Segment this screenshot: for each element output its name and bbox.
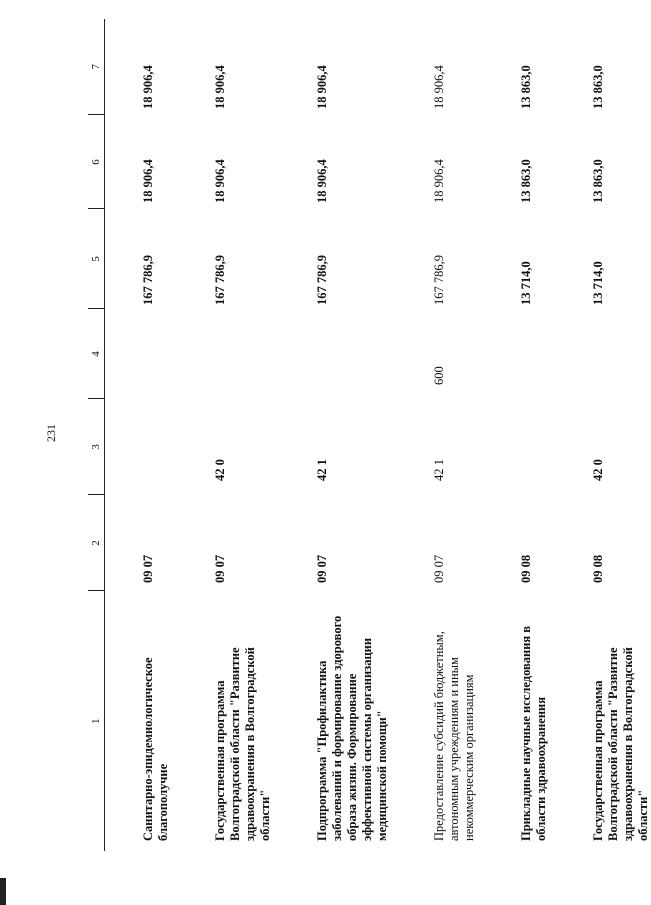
row-value-col7: 18 906,4: [315, 65, 329, 109]
row-program-code: 42 1: [315, 459, 329, 481]
row-value-col5: 13 714,0: [591, 261, 605, 305]
row-expense-type: [477, 309, 549, 399]
table-row: [273, 19, 390, 851]
row-program-code: 42 0: [213, 459, 227, 481]
row-expense-type: 600: [432, 366, 446, 385]
col-header-2: 2: [88, 495, 105, 591]
row-section-code: 09 08: [519, 554, 533, 583]
row-expense-type: [549, 309, 651, 399]
row-expense-type: [171, 309, 273, 399]
row-name: Предоставление субсидий бюджетным, автономным учреждениям и иным некоммерческим организациям: [432, 631, 476, 841]
table-row: [477, 19, 549, 851]
row-value-col6: 18 906,4: [315, 159, 329, 203]
row-section-code: 09 07: [315, 554, 329, 583]
row-name: Санитарно-эпидемиологическое благополучие: [141, 657, 170, 841]
col-header-6: 6: [88, 115, 105, 209]
row-value-col7: 13 863,0: [591, 65, 605, 109]
row-value-col6: 18 906,4: [141, 159, 155, 203]
budget-table: [88, 19, 651, 851]
table-body: [105, 19, 651, 851]
row-value-col5: 13 714,0: [519, 261, 533, 305]
table-row: [390, 19, 477, 851]
header-row: [88, 19, 105, 851]
row-section-code: 09 07: [213, 554, 227, 583]
scan-edge-mark: [0, 878, 6, 905]
row-value-col7: 18 906,4: [432, 65, 446, 109]
row-value-col7: 18 906,4: [141, 65, 155, 109]
row-value-col5: 167 786,9: [213, 255, 227, 305]
page-number: 231: [44, 424, 58, 442]
row-value-col5: 167 786,9: [432, 255, 446, 305]
row-value-col6: 18 906,4: [213, 159, 227, 203]
row-value-col6: 18 906,4: [432, 159, 446, 203]
row-program-code: [105, 399, 172, 495]
row-value-col6: 13 863,0: [591, 159, 605, 203]
row-name: Государственная программа Волгоградской области "Развитие здравоохранения в Волгоградской области": [213, 647, 272, 841]
row-program-code: 42 0: [591, 459, 605, 481]
row-name: Прикладные научные исследования в области здравоохранения: [519, 625, 548, 841]
budget-table-rotated: [88, 19, 650, 851]
col-header-4: 4: [88, 309, 105, 399]
table-row: [105, 19, 172, 851]
col-header-7: 7: [88, 19, 105, 115]
row-section-code: 09 07: [432, 554, 446, 583]
table-row: [549, 19, 651, 851]
col-header-5: 5: [88, 209, 105, 309]
row-section-code: 09 08: [591, 554, 605, 583]
row-value-col7: 18 906,4: [213, 65, 227, 109]
row-section-code: 09 07: [141, 554, 155, 583]
row-value-col6: 13 863,0: [519, 159, 533, 203]
col-header-3: 3: [88, 399, 105, 495]
row-program-code: 42 1: [432, 459, 446, 481]
row-expense-type: [105, 309, 172, 399]
table-row: [171, 19, 273, 851]
row-name: Подпрограмма "Профилактика заболеваний и формирование здорового образа жизни. Формирование эффективной системы организации медицинской помощи": [315, 615, 389, 841]
col-header-1: 1: [88, 591, 105, 851]
row-name: Государственная программа Волгоградской области "Развитие здравоохранения в Волгоградской области": [591, 647, 650, 841]
row-expense-type: [273, 309, 390, 399]
row-value-col5: 167 786,9: [315, 255, 329, 305]
row-value-col7: 13 863,0: [519, 65, 533, 109]
row-program-code: [477, 399, 549, 495]
row-value-col5: 167 786,9: [141, 255, 155, 305]
